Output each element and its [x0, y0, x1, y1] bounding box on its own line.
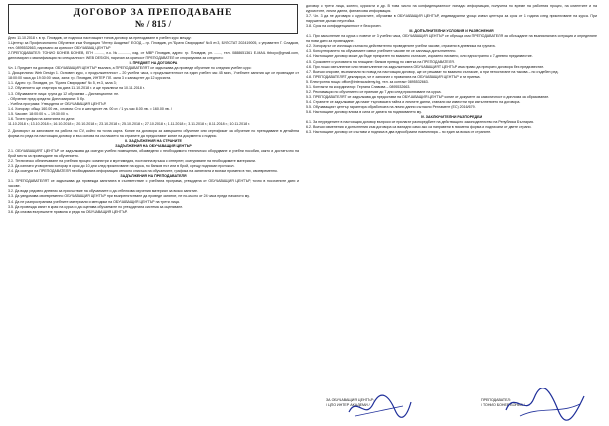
paragraph: - Учебна програма: Утвърдена от ОБУЧАВАЩИЯ ЦЕНТЪР.	[8, 101, 107, 106]
paragraph: 2. Договорът за започване на работа по СV, който на точна карта. Копие на договора за завършено обучение или сертификат за обучение по преподаване в детайлна форма по реда на настоящия договор и въз основа на съгласието на страните да предоставят копие на документа с подпис.	[8, 128, 299, 138]
right-text-column	[306, 4, 597, 422]
signature-name-teacher: / ТОНИО БОНЕВ БОНЕВ /	[481, 403, 525, 407]
paragraph: 1.5. Часове: 18:00:00 ч. – 19:30:00 ч.	[8, 111, 69, 116]
paragraph: 1. Дисциплина: Web Design 1. Основен курс, с продължителност – 20 учебни часа, с продължителност на един учебен час 45 мин., Учебните занятия ще се провеждат от 18:00:00 часа до 19:30:00 часа, зала: гр. Пловдив, ИНТЕР ПЛ. зала 3 с капацитет до 12 курсиста.	[8, 71, 299, 81]
paragraph: - Обучение пред средата: Дипломирани: 5 бр.	[8, 96, 85, 101]
paragraph: 3.6. Да спазва вътрешните правила и реда на ОБУЧАВАЩИЯ ЦЕНТЪР.	[8, 209, 128, 214]
paragraph: 5. Електронна поща: office@interacademy.bg, тел. за контакт 0895532663.	[306, 79, 429, 84]
left-text-column	[8, 36, 299, 422]
paragraph: Днес 11.10.2018 г. в гр. Пловдив, се подписа настоящият типов договор за преподаване в учебен курс между:	[8, 36, 192, 40]
paragraph: 5.2. Рекламации по обучението се приемат до 7 дни след приключване на курса.	[306, 89, 442, 94]
paragraph: 3.1. ПРЕПОДАВАТЕЛЯТ се задължава да провежда занятията в съответствие с учебната програма, утвърдена от ОБУЧАВАЩИЯ ЦЕНТЪР, точно в посочените дати и часове.	[8, 179, 299, 189]
paragraph: 4.8. ПРЕПОДАВАТЕЛЯТ декларира, че е запознат с правилата на ОБУЧАВАЩИЯ ЦЕНТЪР и ги приема.	[306, 74, 481, 79]
paragraph: 4.2. Хонорарът се изплаща съгласно действително проведените учебни часове, отразени в дневника на групата.	[306, 44, 496, 49]
signature-scribble-teacher	[500, 388, 590, 422]
section-heading: I. ПРЕДМЕТ НА ДОГОВОРА	[129, 61, 178, 66]
paragraph: 5.3. ПРЕПОДАВАТЕЛЯТ се задължава да предостави на ОБУЧАВАЩИЯ ЦЕНТЪР копие от документ за самоличност и диплома за образование.	[306, 94, 550, 99]
section-heading: ЗАДЪЛЖЕНИЯ НА ПРЕПОДАВАТЕЛЯ	[120, 174, 187, 179]
paragraph: 6.3. Настоящият договор се състави и подписа в два еднообразни екземпляра – по един за всяка от страните.	[306, 130, 492, 135]
paragraph: 4.6. При лошо изпълнение или неизпълнение на задълженията ОБУЧАВАЩИЯТ ЦЕНТЪР има право да прекрати договора без предизвестие.	[306, 64, 545, 69]
paragraph: 1.4. Хонорар: общо 160.00 лв., словом: Сто и шестдесет лв. 00 ст. / 1 уч.час 8.00 лв. = 160.00 лв. /	[8, 106, 172, 111]
paragraph: 11.10.2018 г.; 13.10.2018 г.; 16.10.2018 г.; 20.10.2018 г.; 23.10.2018 г.; 25.10.2018 г.; 27.10.2018 г.; 1.11.2018 г.; 3.11.2018 г.; 8.11.2018 г.; 10.11.2018 г.	[8, 121, 251, 126]
paragraph: 5.4. Страните се задължават да пазят търговската тайна и личните данни, станали им известни при изпълнението на договора.	[306, 99, 521, 104]
contract-title: ДОГОВОР ЗА ПРЕПОДАВАНЕ	[73, 8, 233, 18]
paragraph: 2.4. Да осигури на ПРЕПОДАВАТЕЛЯ необходимата информация относно списъка на обучаемите, графика на занятията и всички промени в тях, своевременно.	[8, 169, 278, 174]
paragraph: 1.3. Обучаваните лица: група до 12 обучаеми – Дистанционни: не.	[8, 91, 120, 96]
paragraph: 1.Център за Професионално Обучение към Фондация "Интер Академи" ЕООД – гр. Пловдив, ул."Братя Свиридови" №5 ет.3, БУЛСТАТ 202419005, с управител Г. Сладков, тел. 0895532663, наричано за краткост ОБУЧАВАЩ ЦЕНТЪР	[8, 41, 299, 51]
paragraph: договор с трети лица, колеги, курсисти и др. В това число на конфиденциалност попада: информация, получена по време на работния процес, на клиентите и на курсистите, лични данни, финансова информация.	[306, 4, 597, 14]
paragraph: 5.5. Обучаващият център гарантира обработката на лични данни съгласно Регламент (ЕС) 2016/679.	[306, 104, 476, 109]
paragraph: 3.7. Чл. 3 да не договаря с курсистите, обучаеми в ОБУЧАВАЩИЯ ЦЕНТЪР, индивидуални уроци извън центъра за срок от 1 година след приключване на курса. При нарушение дължи неустойка.	[306, 14, 597, 24]
paragraph: 4.1. При закъснение на курса с повече от 3 учебни часа, ОБУЧАВАЩИЯ ЦЕНТЪР се обръща към ПРЕПОДАВАТЕЛЯ за обсъждане на възникналата ситуация и определяне на нови дати за провеждане.	[306, 34, 597, 44]
paragraph: 1.1. Адрес: гр. Пловдив, ул. "Братя Свиридови" № 5, ет.3, зала 3;	[8, 81, 117, 86]
paragraph: 1.6. Точен график на занятията по дати:	[8, 116, 75, 121]
contract-header	[8, 4, 298, 34]
paragraph: 5.6. Настоящият договор влиза в сила от датата на подписването му.	[306, 109, 422, 114]
contract-number: № / 815 /	[134, 20, 172, 30]
paragraph: 2.1. ОБУЧАВАЩИЯТ ЦЕНТЪР се задължава да осигури учебни помещения, обзаведени с необходимото техническо оборудване и учебни пособия, както и достатъчно на брой места за провеждане на обучението.	[8, 149, 299, 159]
paragraph: 4.4. Настоящият договор може да бъде прекратен по взаимно съгласие, изразено писмено, или едностранно с 7-дневно предизвестие.	[306, 54, 533, 59]
signature-name-center: / ЦПО ИНТЕР АКАДЕМИ /	[326, 403, 370, 407]
paragraph: 4.5. Сроковете и условията на плащане: банков превод по сметка на ПРЕПОДАВАТЕЛЯ.	[306, 59, 455, 64]
paragraph: 3.2. Да води редовно дневник за присъствие на обучаемите и да отбелязва изучения материал за всяко занятие.	[8, 189, 199, 194]
paragraph: 2.3. Да изплати уговорения хонорар в срок до 10 дни след приключване на курса, по банков път или в брой, срещу подписан протокол.	[8, 164, 235, 169]
section-heading: III. ДОПЪЛНИТЕЛНИ УСЛОВИЯ И РАЗЯСНЕНИЯ	[409, 29, 494, 34]
paragraph: 6.2. Всички изменения и допълнения към договора са валидни само ако са направени в писмена форма и подписани от двете страни.	[306, 125, 532, 130]
paragraph: 1.2. Обучението ще стартира на дата 11.10.2018 г. и ще приключи на 10.11.2018 г.	[8, 86, 145, 91]
signature-scribble-center	[345, 392, 415, 422]
paragraph: 3.8. Срок на конфиденциалност е безсрочен.	[306, 24, 382, 29]
paragraph: 2.2. Техническо обезпечаване на учебния процес: компютри и мултимедия, постоянна връзка с интернет, осигуряване на необходимите материали.	[8, 159, 256, 164]
paragraph: 4.7. Всички спорове, възникнали по повод на настоящия договор, ще се решават по взаимно съгласие, а при непостигане на такова – по съдебен ред.	[306, 69, 559, 74]
signature-role-teacher: ПРЕПОДАВАТЕЛ:	[481, 398, 511, 402]
section-heading: II. ЗАДЪЛЖЕНИЯ НА СТРАНИТЕ	[125, 138, 182, 143]
paragraph: Чл. 1 Предмет на договора: ОБУЧАВАЩИЯ ЦЕНТЪР възлага, а ПРЕПОДАВАТЕЛЯТ се задължава да проведе обучение по следния учебен курс:	[8, 66, 252, 71]
paragraph: 4.3. Консултирането на обучаемите извън учебните часове не се заплаща допълнително.	[306, 49, 457, 54]
section-heading: IV. ЗАКЛЮЧИТЕЛНИ РАЗПОРЕДБИ	[420, 115, 483, 120]
paragraph: 2.ПРЕПОДАВАТЕЛ: ТОНИО БОНЕВ БОНЕВ, ЕГН ........., л.к. №............, изд. от МВР Пловдив, адрес: гр. Пловдив, ул. ......., тел. 0888651361 E-MAIL tbboyo@gmail.com, дипломиран с квалификация по специалност: WEB DESIGN, наричан за краткост ПРЕПОДАВАТЕЛ се споразумяха за следното:	[8, 51, 299, 61]
paragraph: 5.1. Контакти на координатор: Гергана Славова – 0895532663.	[306, 84, 411, 89]
paragraph: 6.1. За неуредените в настоящия договор въпроси се прилагат разпоредбите на действащото законодателство на Република България.	[306, 120, 534, 125]
section-heading: ЗАДЪЛЖЕНИЯ НА ОБУЧАВАЩИЯ ЦЕНТЪР	[115, 143, 192, 148]
paragraph: 3.3. Да уведомява своевременно ОБУЧАВАЩИЯ ЦЕНТЪР при възпрепятстване да проведе занятие, не по-късно от 24 часа преди началото му.	[8, 194, 250, 199]
paragraph: 3.5. Да провежда изпит в края на курса и да оценява обучаемите по утвърдената система за оценяване.	[8, 204, 184, 209]
signature-role-center: ЗА ОБУЧАВАЩИЯ ЦЕНТЪР:	[326, 398, 374, 402]
paragraph: 3.4. Да не разпространява учебните материали и методики на ОБУЧАВАЩИЯ ЦЕНТЪР на трети лица.	[8, 199, 180, 204]
